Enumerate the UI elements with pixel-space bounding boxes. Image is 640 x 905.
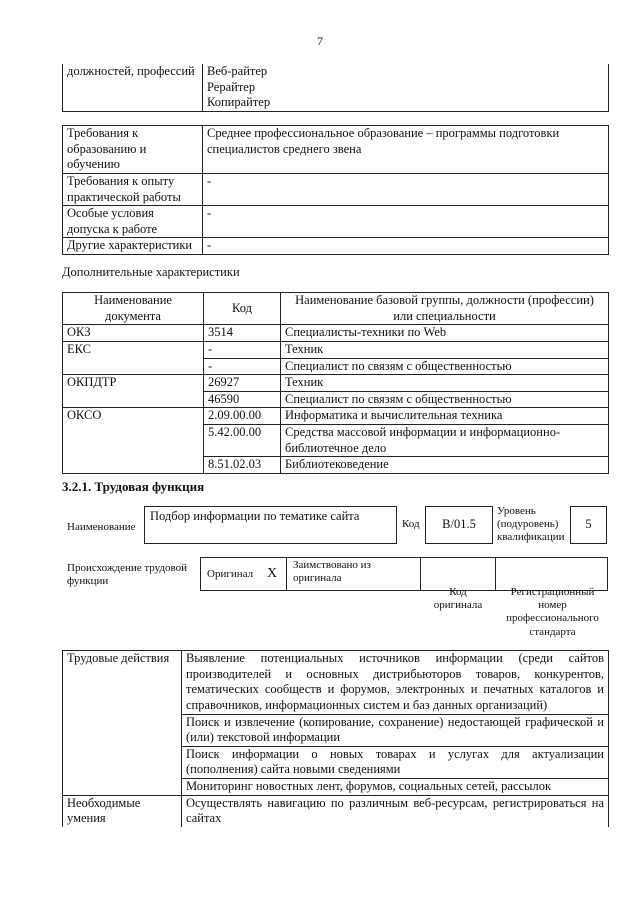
req-value: Среднее профессиональное образование – программы подготовки специалистов среднего звена: [203, 126, 609, 174]
titles-label: должностей, профессий: [63, 64, 203, 111]
row-code: 2.09.00.00: [204, 408, 281, 425]
row-name: Техник: [281, 341, 609, 358]
actions-table: [62, 650, 609, 827]
extra-table: [62, 292, 609, 474]
action-item: Выявление потенциальных источников информации (среди сайтов производителей и основных дистрибьюторов товаров, конкурентов, тематических сообществ и форумов, электронных и печатных каталогов и справочников, информационных систем и баз данных организаций): [182, 651, 609, 715]
extra-heading: Дополнительные характеристики: [62, 265, 240, 279]
req-value: -: [203, 173, 609, 205]
header-doc: Наименование документа: [63, 293, 204, 325]
row-doc: ЕКС: [63, 341, 204, 374]
actions-label: Трудовые действия: [63, 651, 182, 796]
function-level-label: Уровень (подуровень) квалификации: [497, 505, 565, 544]
page-number: 7: [317, 34, 323, 48]
req-label: Требования к опыту практической работы: [63, 173, 203, 205]
function-level-box: [570, 506, 607, 544]
origin-code-caption: Код оригинала: [433, 586, 483, 612]
section-title: 3.2.1. Трудовая функция: [62, 479, 205, 494]
row-code: -: [204, 358, 281, 375]
title-item: Веб-райтер: [207, 64, 268, 78]
requirements-table: [62, 125, 609, 255]
row-code: 5.42.00.00: [204, 425, 281, 457]
row-doc: ОКЗ: [63, 325, 204, 342]
function-name-label: Наименование: [67, 521, 136, 533]
function-name-value: Подбор информации по тематике сайта: [150, 509, 360, 523]
title-item: Рерайтер: [207, 79, 256, 94]
action-item: Поиск и извлечение (копирование, сохранение) недостающей графической и (или) текстовой информации: [182, 714, 609, 746]
title-item: Копирайтер: [207, 95, 271, 110]
row-name: Специалисты-техники по Web: [281, 325, 609, 342]
row-code: 26927: [204, 375, 281, 392]
req-label: Особые условия допуска к работе: [63, 206, 203, 238]
action-item: Мониторинг новостных лент, форумов, социальных сетей, рассылок: [182, 779, 609, 796]
row-doc: ОКПДТР: [63, 375, 204, 408]
req-value: -: [203, 206, 609, 238]
function-level-value: 5: [585, 517, 592, 531]
row-name: Информатика и вычислительная техника: [281, 408, 609, 425]
header-name: Наименование базовой группы, должности (профессии) или специальности: [281, 293, 609, 325]
row-doc: ОКСО: [63, 408, 204, 474]
row-code: -: [204, 341, 281, 358]
origin-reg-caption: Регистрационный номер профессионального стандарта: [506, 586, 599, 638]
titles-values: [203, 64, 609, 111]
action-item: Поиск информации о новых товарах и услугах для актуализации (пополнения) сайта новыми сведениями: [182, 746, 609, 778]
skills-label: Необходимые умения: [63, 795, 182, 827]
function-code-box: [425, 506, 493, 544]
origin-borrowed-label: Заимствовано из оригинала: [293, 559, 371, 585]
req-value: -: [203, 238, 609, 255]
row-name: Специалист по связям с общественностью: [281, 358, 609, 375]
row-name: Техник: [281, 375, 609, 392]
function-code-value: B/01.5: [442, 517, 476, 531]
row-name: Специалист по связям с общественностью: [281, 391, 609, 408]
req-label: Требования к образованию и обучению: [63, 126, 203, 174]
row-code: 8.51.02.03: [204, 457, 281, 474]
origin-borrowed-box: [286, 557, 420, 591]
origin-original-box: [200, 557, 286, 591]
header-code: Код: [204, 293, 281, 325]
row-name: Средства массовой информации и информационно-библиотечное дело: [281, 425, 609, 457]
row-code: 3514: [204, 325, 281, 342]
origin-original-label: Оригинал: [207, 568, 254, 580]
row-code: 46590: [204, 391, 281, 408]
skill-item: Осуществлять навигацию по различным веб-ресурсам, регистрироваться на сайтах: [182, 795, 609, 827]
req-label: Другие характеристики: [63, 238, 203, 255]
function-code-label: Код: [402, 518, 420, 530]
titles-table: [62, 64, 609, 112]
origin-original-mark: X: [267, 566, 278, 581]
origin-label: Происхождение трудовой функции: [67, 562, 188, 588]
function-name-box: [144, 506, 397, 544]
row-name: Библиотековедение: [281, 457, 609, 474]
